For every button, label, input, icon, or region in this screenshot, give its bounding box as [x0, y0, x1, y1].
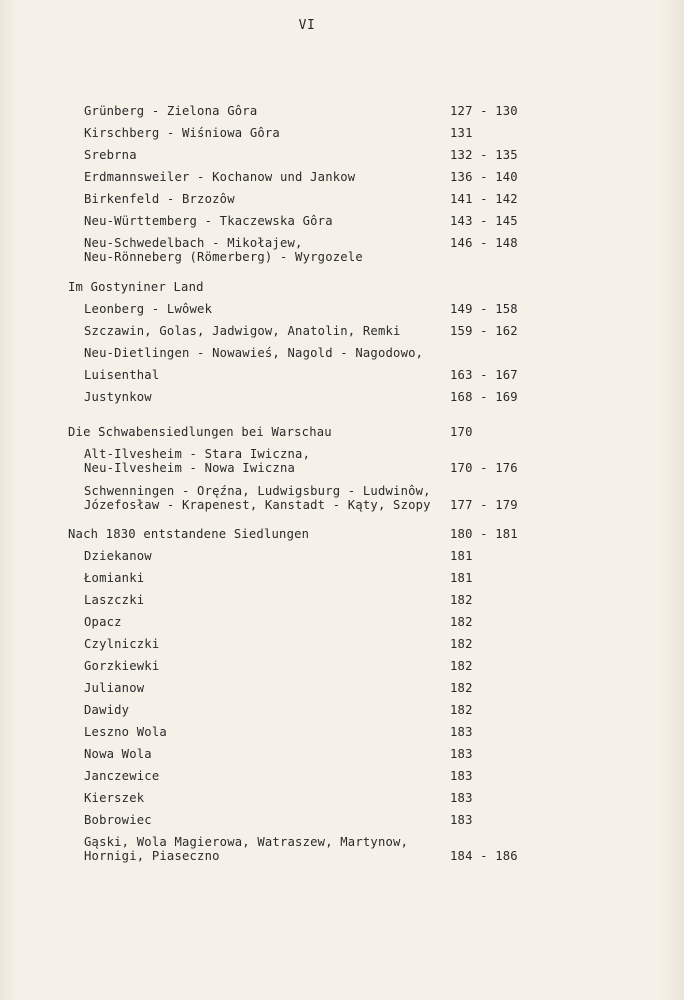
toc-entry-pages: 141 - 142 [450, 192, 518, 206]
toc-entry [0, 148, 684, 162]
toc-entry [0, 725, 684, 739]
toc-entry-title: Hornigi, Piaseczno [84, 849, 220, 863]
toc-entry-pages: 127 - 130 [450, 104, 518, 118]
toc-entry-title: Nach 1830 entstandene Siedlungen [68, 527, 310, 541]
toc-entry-title: Neu-Ilvesheim - Nowa Iwiczna [84, 461, 296, 475]
toc-entry-title: Kierszek [84, 791, 145, 805]
toc-entry [0, 681, 684, 695]
toc-entry-pages: 143 - 145 [450, 214, 518, 228]
toc-entry-pages: 182 [450, 681, 473, 695]
toc-entry-title: Julianow [84, 681, 145, 695]
toc-entry [0, 637, 684, 651]
toc-entry [0, 214, 684, 228]
toc-entry-pages: 146 - 148 [450, 236, 518, 250]
toc-entry [0, 368, 684, 382]
toc-entry-pages: 182 [450, 615, 473, 629]
toc-entry-title: Grünberg - Zielona Gôra [84, 104, 258, 118]
toc-entry-title: Janczewice [84, 769, 160, 783]
toc-entry-pages: 183 [450, 725, 473, 739]
toc-entry-pages: 163 - 167 [450, 368, 518, 382]
toc-entry-pages: 170 [450, 425, 473, 439]
toc-entry-pages: 181 [450, 549, 473, 563]
toc-entry-title: Józefosław - Krapenest, Kanstadt - Kąty, Szopy [84, 498, 431, 512]
toc-entry [0, 104, 684, 118]
toc-entry [0, 126, 684, 140]
toc-entry-pages: 177 - 179 [450, 498, 518, 512]
toc-entry-title: Kirschberg - Wiśniowa Gôra [84, 126, 280, 140]
toc-entry [0, 170, 684, 184]
toc-entry [0, 250, 684, 264]
toc-entry [0, 498, 684, 512]
toc-entry [0, 615, 684, 629]
toc-section-heading [0, 425, 684, 439]
toc-entry-pages: 183 [450, 813, 473, 827]
toc-section-heading [0, 527, 684, 541]
toc-entry-pages: 182 [450, 637, 473, 651]
toc-entry [0, 703, 684, 717]
toc-entry-pages: 183 [450, 769, 473, 783]
toc-entry-title: Im Gostyniner Land [68, 280, 204, 294]
toc-entry-title: Alt-Ilvesheim - Stara Iwiczna, [84, 447, 311, 461]
toc-entry-pages: 170 - 176 [450, 461, 518, 475]
toc-entry [0, 302, 684, 316]
toc-entry-title: Bobrowiec [84, 813, 152, 827]
toc-entry [0, 461, 684, 475]
toc-entry-pages: 168 - 169 [450, 390, 518, 404]
toc-entry-pages: 136 - 140 [450, 170, 518, 184]
toc-entry-pages: 181 [450, 571, 473, 585]
toc-entry-pages: 183 [450, 791, 473, 805]
toc-entry [0, 390, 684, 404]
toc-entry [0, 549, 684, 563]
toc-entry-title: Opacz [84, 615, 122, 629]
toc-entry-pages: 159 - 162 [450, 324, 518, 338]
toc-entry-title: Justynkow [84, 390, 152, 404]
toc-entry [0, 192, 684, 206]
toc-entry-title: Szczawin, Golas, Jadwigow, Anatolin, Remki [84, 324, 401, 338]
toc-entry [0, 813, 684, 827]
toc-entry-title: Dawidy [84, 703, 130, 717]
toc-entry-title: Neu-Württemberg - Tkaczewska Gôra [84, 214, 333, 228]
toc-entry-title: Luisenthal [84, 368, 160, 382]
toc-entry [0, 447, 684, 461]
toc-entry-title: Czylniczki [84, 637, 160, 651]
toc-entry-pages: 183 [450, 747, 473, 761]
toc-entry [0, 346, 684, 360]
toc-entry [0, 571, 684, 585]
toc-entry [0, 835, 684, 849]
toc-entry [0, 659, 684, 673]
toc-entry-pages: 149 - 158 [450, 302, 518, 316]
toc-entry-title: Srebrna [84, 148, 137, 162]
toc-entry-pages: 182 [450, 593, 473, 607]
toc-entry-title: Dziekanow [84, 549, 152, 563]
toc-entry [0, 484, 684, 498]
toc-entry-title: Laszczki [84, 593, 145, 607]
toc-entry [0, 593, 684, 607]
toc-entry [0, 324, 684, 338]
toc-entry-title: Łomianki [84, 571, 145, 585]
toc-entry-title: Die Schwabensiedlungen bei Warschau [68, 425, 332, 439]
toc-entry [0, 747, 684, 761]
toc-entry-pages: 184 - 186 [450, 849, 518, 863]
toc-entry-title: Neu-Dietlingen - Nowawieś, Nagold - Nagodowo, [84, 346, 424, 360]
toc-entry [0, 791, 684, 805]
toc-entry [0, 769, 684, 783]
toc-entry-pages: 180 - 181 [450, 527, 518, 541]
toc-entry-title: Erdmannsweiler - Kochanow und Jankow [84, 170, 356, 184]
toc-entry-title: Gorzkiewki [84, 659, 160, 673]
toc-entry-pages: 132 - 135 [450, 148, 518, 162]
toc-entry-title: Leszno Wola [84, 725, 167, 739]
toc-entry-pages: 131 [450, 126, 473, 140]
toc-section-heading [0, 280, 684, 294]
toc-entry-title: Neu-Schwedelbach - Mikołajew, [84, 236, 303, 250]
toc-entry-title: Leonberg - Lwôwek [84, 302, 213, 316]
toc-entry-title: Birkenfeld - Brzozôw [84, 192, 235, 206]
toc-entry-title: Neu-Rönneberg (Römerberg) - Wyrgozele [84, 250, 363, 264]
toc-entry-title: Schwenningen - Oręźna, Ludwigsburg - Ludwinôw, [84, 484, 431, 498]
toc-entry-pages: 182 [450, 659, 473, 673]
toc-entry-title: Nowa Wola [84, 747, 152, 761]
toc-entry [0, 849, 684, 863]
page-number: VI [298, 18, 316, 33]
toc-entry-title: Gąski, Wola Magierowa, Watraszew, Martynow, [84, 835, 409, 849]
toc-entry-pages: 182 [450, 703, 473, 717]
toc-entry [0, 236, 684, 250]
